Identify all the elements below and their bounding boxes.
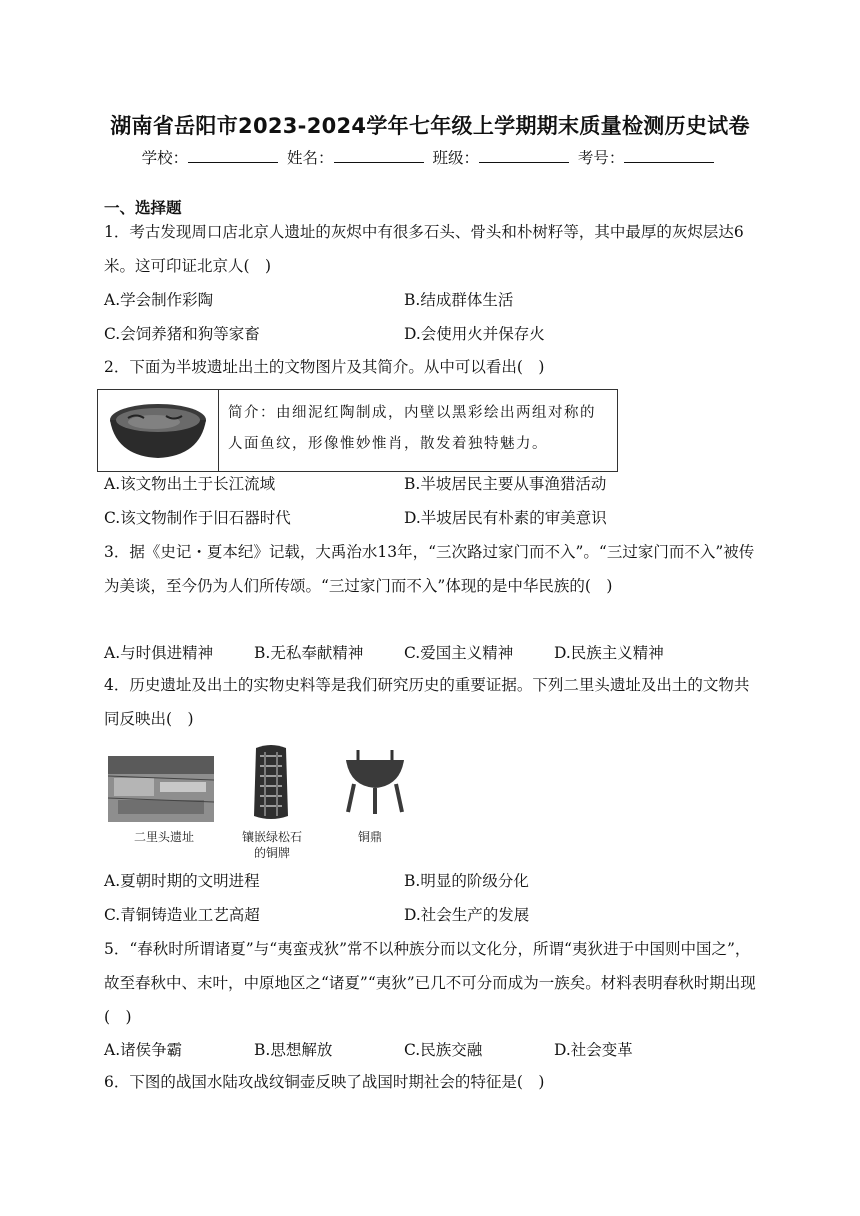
q4-option-d[interactable]: D.社会生产的发展 [404, 906, 530, 924]
q3-option-b[interactable]: B.无私奉献精神 [254, 644, 364, 662]
caption-turquoise-plaque-line2: 的铜牌 [253, 846, 290, 860]
bronze-ding-image [340, 748, 410, 816]
page-title: 湖南省岳阳市2023-2024学年七年级上学期期末质量检测历史试卷 [110, 114, 750, 138]
q3-option-c[interactable]: C.爱国主义精神 [404, 644, 514, 662]
q5-option-b[interactable]: B.思想解放 [254, 1041, 333, 1059]
q1-option-c[interactable]: C.会饲养猪和狗等家畜 [104, 325, 260, 343]
erlitou-site-photo [108, 756, 214, 822]
caption-turquoise-plaque-line1: 镶嵌绿松石 [241, 830, 302, 844]
name-label: 姓名： [287, 149, 334, 167]
school-blank[interactable] [188, 148, 278, 163]
q4-option-b[interactable]: B.明显的阶级分化 [404, 872, 529, 890]
q2-option-b[interactable]: B.半坡居民主要从事渔猎活动 [404, 475, 607, 493]
caption-erlitou-site: 二里头遗址 [133, 830, 194, 844]
figure-divider [218, 390, 219, 471]
question-2-stem: 2．下面为半坡遗址出土的文物图片及其简介。从中可以看出( ) [104, 358, 545, 376]
turquoise-bronze-plaque-image [250, 744, 292, 822]
student-info-line [0, 146, 860, 168]
q4-option-a[interactable]: A.夏朝时期的文明进程 [104, 872, 260, 890]
caption-bronze-ding: 铜鼎 [357, 830, 382, 844]
q4-artifact-images [104, 742, 424, 860]
q1-option-a[interactable]: A.学会制作彩陶 [104, 291, 214, 309]
q2-option-a[interactable]: A.该文物出土于长江流域 [104, 475, 276, 493]
exam-number-label: 考号： [577, 149, 625, 167]
name-blank[interactable] [334, 148, 424, 163]
exam-number-blank[interactable] [624, 148, 714, 163]
q5-option-d[interactable]: D.社会变革 [554, 1041, 633, 1059]
class-label: 班级： [432, 149, 479, 167]
q3-option-d[interactable]: D.民族主义精神 [554, 644, 664, 662]
q3-option-a[interactable]: A.与时俱进精神 [104, 644, 214, 662]
q2-figure-box [97, 389, 618, 472]
question-5-stem: 5．“春秋时所谓诸夏”与“夷蛮戎狄”常不以种族分而以文化分，所谓“夷狄进于中国则中国之”，故至春秋中、末叶，中原地区之“诸夏”“夷狄”已几不可分而成为一族矣。材料表明春秋时期出现( ) [104, 940, 756, 1026]
question-3-stem: 3．据《史记・夏本纪》记载，大禹治水13年，“三次路过家门而不入”。“三过家门而不入”被传为美谈，至今仍为人们所传颂。“三过家门而不入”体现的是中华民族的( ) [104, 543, 755, 595]
q4-option-c[interactable]: C.青铜铸造业工艺高超 [104, 906, 260, 924]
q5-option-c[interactable]: C.民族交融 [404, 1041, 483, 1059]
q2-figure-text: 简介：由细泥红陶制成，内壁以黑彩绘出两组对称的人面鱼纹，形像惟妙惟肖，散发着独特魅力。 [228, 405, 596, 452]
section-title: 一、选择题 [104, 199, 182, 217]
q2-option-c[interactable]: C.该文物制作于旧石器时代 [104, 509, 291, 527]
q1-option-d[interactable]: D.会使用火并保存火 [404, 325, 545, 343]
question-6-stem: 6．下图的战国水陆攻战纹铜壶反映了战国时期社会的特征是( ) [104, 1073, 545, 1091]
painted-pottery-basin-image [106, 398, 210, 462]
question-1-stem: 1．考古发现周口店北京人遗址的灰烬中有很多石头、骨头和朴树籽等，其中最厚的灰烬层达6米。这可印证北京人( ) [104, 223, 744, 275]
school-label: 学校： [141, 149, 189, 167]
q2-option-d[interactable]: D.半坡居民有朴素的审美意识 [404, 509, 607, 527]
question-4-stem: 4．历史遗址及出土的实物史料等是我们研究历史的重要证据。下列二里头遗址及出土的文物共同反映出( ) [104, 676, 750, 728]
q5-option-a[interactable]: A.诸侯争霸 [104, 1041, 183, 1059]
class-blank[interactable] [479, 148, 569, 163]
q1-option-b[interactable]: B.结成群体生活 [404, 291, 514, 309]
